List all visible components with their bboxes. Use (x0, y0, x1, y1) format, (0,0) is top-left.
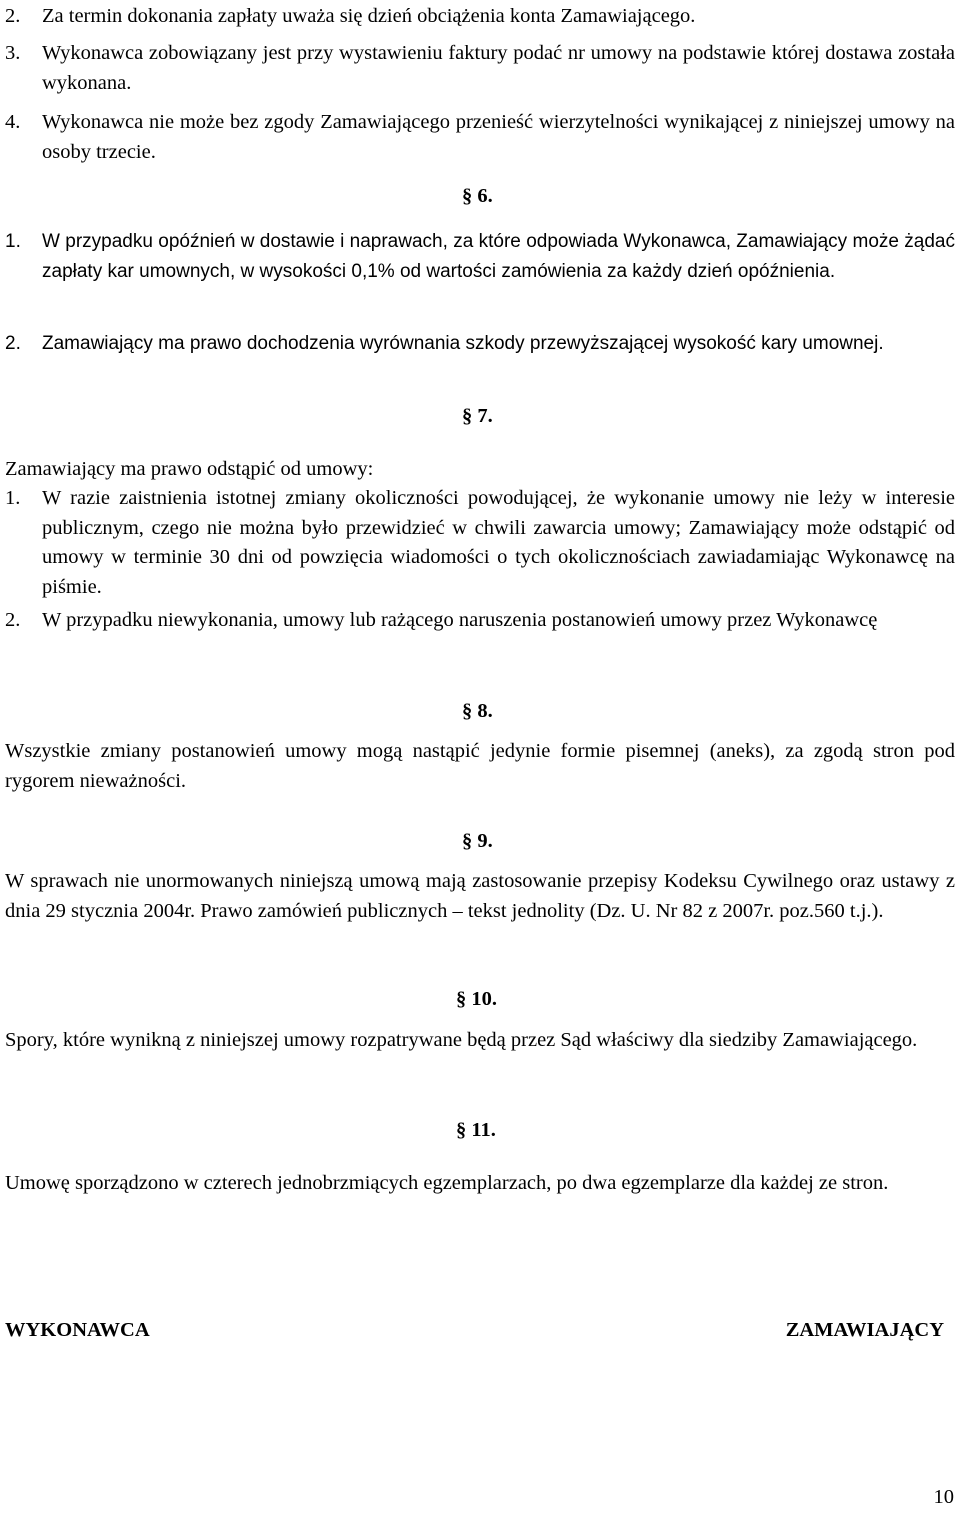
item-text: W razie zaistnienia istotnej zmiany okoliczności powodującej, że wykonanie umowy nie leży w interesie publicznym, czego nie można było przewidzieć w chwili zawarcia umowy; Zamawiający może odstąpić od umowy w terminie 30 dni od powzięcia wiadomości o tych okolicznościach zawiadamiając Wykonawcę na piśmie. (42, 487, 955, 598)
item-number: 4. (5, 111, 21, 133)
s11-text: Umowę sporządzono w czterech jednobrzmiących egzemplarzach, po dwa egzemplarze dla każdej ze stron. (5, 1172, 889, 1194)
section-8-heading: § 8. (462, 700, 493, 722)
signature-contractor: WYKONAWCA (5, 1319, 150, 1341)
s5-item-2 (5, 2, 955, 32)
section-7-heading: § 7. (462, 405, 493, 427)
s7-item-1 (5, 484, 955, 602)
item-text: W przypadku opóźnień w dostawie i naprawach, za które odpowiada Wykonawca, Zamawiający może żądać zapłaty kar umownych, w wysokości 0,1% od wartości zamówienia za każdy dzień opóźnienia. (42, 231, 955, 282)
s9-text: W sprawach nie unormowanych niniejszą umową mają zastosowanie przepisy Kodeksu Cywilnego oraz ustawy z dnia 29 stycznia 2004r. Prawo zamówień publicznych – tekst jednolity (Dz. U. Nr 82 z 2007r. poz.560 t.j.). (5, 870, 955, 922)
item-text: W przypadku niewykonania, umowy lub rażącego naruszenia postanowień umowy przez Wykonawcę (42, 609, 878, 631)
item-text: Wykonawca nie może bez zgody Zamawiającego przenieść wierzytelności wynikającej z niniejszej umowy na osoby trzecie. (42, 111, 955, 163)
section-11-heading: § 11. (456, 1119, 496, 1141)
s5-item-4 (5, 108, 955, 167)
item-text: Zamawiający ma prawo dochodzenia wyrównania szkody przewyższającej wysokość kary umownej. (42, 333, 884, 354)
item-number: 1. (5, 487, 21, 509)
s6-item-1 (5, 227, 955, 286)
item-number: 2. (5, 333, 21, 354)
section-10-heading: § 10. (456, 988, 497, 1010)
page-number: 10 (933, 1486, 954, 1508)
s8-text: Wszystkie zmiany postanowień umowy mogą nastąpić jedynie formie pisemnej (aneks), za zgodą stron pod rygorem nieważności. (5, 740, 955, 792)
section-6-heading: § 6. (462, 185, 493, 207)
s10-text: Spory, które wynikną z niniejszej umowy rozpatrywane będą przez Sąd właściwy dla siedziby Zamawiającego. (5, 1029, 918, 1051)
item-number: 3. (5, 42, 21, 64)
item-number: 2. (5, 5, 21, 27)
s6-item-2 (5, 329, 955, 359)
section-9-heading: § 9. (462, 830, 493, 852)
item-text: Za termin dokonania zapłaty uważa się dzień obciążenia konta Zamawiającego. (42, 5, 696, 27)
s7-item-2 (5, 606, 955, 636)
item-number: 2. (5, 609, 21, 631)
s7-intro: Zamawiający ma prawo odstąpić od umowy: (5, 458, 374, 480)
item-number: 1. (5, 231, 21, 252)
s5-item-3 (5, 39, 955, 98)
item-text: Wykonawca zobowiązany jest przy wystawieniu faktury podać nr umowy na podstawie której dostawa została wykonana. (42, 42, 955, 94)
signature-client: ZAMAWIAJĄCY (785, 1319, 944, 1341)
